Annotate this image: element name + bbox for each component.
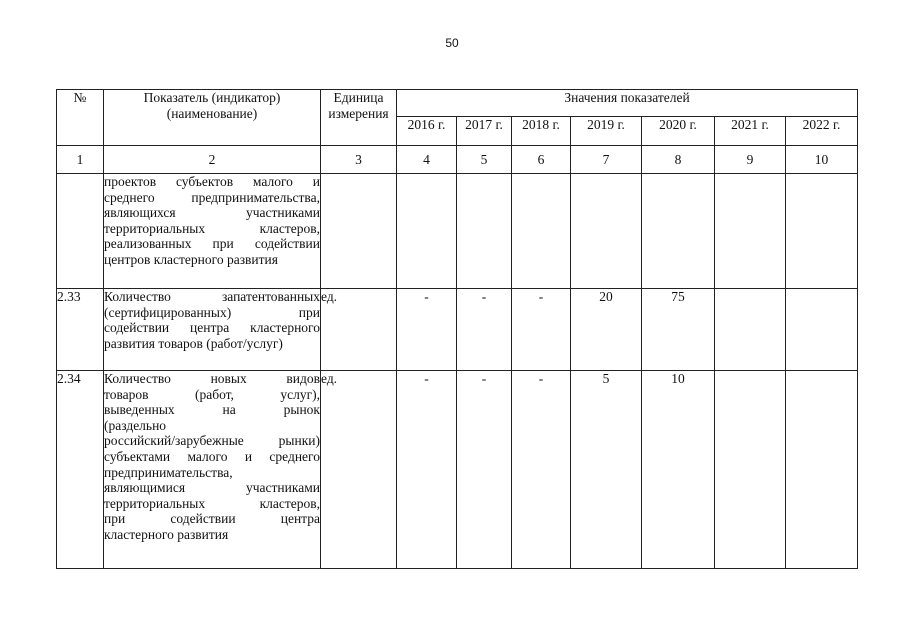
indicator-name-line: центров кластерного развития xyxy=(104,251,278,267)
column-number: 7 xyxy=(571,146,642,174)
value-cell-2018: - xyxy=(512,289,571,371)
indicator-name-line: содействии центра кластерного xyxy=(104,320,320,336)
indicators-table xyxy=(56,89,858,569)
indicator-name xyxy=(104,371,321,569)
indicator-name-line: (сертифицированных) при xyxy=(104,304,320,320)
header-unit-line1: Единица xyxy=(333,90,384,105)
column-number: 5 xyxy=(457,146,512,174)
column-number: 10 xyxy=(786,146,858,174)
row-number: 2.34 xyxy=(57,371,104,569)
indicator-name-line: выведенных на рынок xyxy=(104,402,320,418)
value-cell-2022 xyxy=(786,371,858,569)
header-values-group: Значения показателей xyxy=(397,90,858,117)
value-cell-2017 xyxy=(457,174,512,289)
value-cell-2020: 10 xyxy=(642,371,715,569)
indicator-name-line: проектов субъектов малого и xyxy=(104,174,320,189)
indicator-name-line: территориальных кластеров, xyxy=(104,220,320,236)
column-number: 4 xyxy=(397,146,457,174)
indicator-name xyxy=(104,174,321,289)
column-numbers-row xyxy=(57,146,858,174)
column-number: 6 xyxy=(512,146,571,174)
unit-cell: ед. xyxy=(321,371,397,569)
indicator-name-line: кластерного развития xyxy=(104,526,229,542)
header-year-2021: 2021 г. xyxy=(715,117,786,146)
indicator-name-line: предпринимательства, xyxy=(104,464,233,480)
row-number xyxy=(57,174,104,289)
indicator-name-line: субъектами малого и среднего xyxy=(104,448,320,464)
page-number: 50 xyxy=(445,36,459,50)
value-cell-2016: - xyxy=(397,371,457,569)
value-cell-2019: 5 xyxy=(571,371,642,569)
value-cell-2021 xyxy=(715,371,786,569)
indicator-name-line: российский/зарубежные рынки) xyxy=(104,433,320,449)
indicator-name-line: Количество запатентованных xyxy=(104,289,320,304)
column-number: 1 xyxy=(57,146,104,174)
indicator-name-line: территориальных кластеров, xyxy=(104,495,320,511)
indicator-name-line: при содействии центра xyxy=(104,511,320,527)
header-no: № xyxy=(57,90,104,146)
header-year-2017: 2017 г. xyxy=(457,117,512,146)
row-number: 2.33 xyxy=(57,289,104,371)
header-year-2022: 2022 г. xyxy=(786,117,858,146)
unit-cell: ед. xyxy=(321,289,397,371)
value-cell-2022 xyxy=(786,289,858,371)
indicator-name-line: развития товаров (работ/услуг) xyxy=(104,335,283,351)
header-unit-line2: измерения xyxy=(328,105,389,121)
indicator-name-line: среднего предпринимательства, xyxy=(104,189,320,205)
indicator-name-line: товаров (работ, услуг), xyxy=(104,386,320,402)
value-cell-2017: - xyxy=(457,289,512,371)
indicator-name-line: (раздельно xyxy=(104,417,167,433)
column-number: 8 xyxy=(642,146,715,174)
table-row xyxy=(57,371,858,569)
header-year-2016: 2016 г. xyxy=(397,117,457,146)
value-cell-2017: - xyxy=(457,371,512,569)
header-year-2019: 2019 г. xyxy=(571,117,642,146)
header-indicator xyxy=(104,90,321,146)
header-indicator-line1: Показатель (индикатор) xyxy=(143,90,281,105)
header-indicator-line2: (наименование) xyxy=(166,105,258,121)
indicator-name xyxy=(104,289,321,371)
value-cell-2020: 75 xyxy=(642,289,715,371)
value-cell-2018 xyxy=(512,174,571,289)
header-year-2020: 2020 г. xyxy=(642,117,715,146)
value-cell-2019 xyxy=(571,174,642,289)
indicator-name-line: Количество новых видов xyxy=(104,371,320,386)
value-cell-2019: 20 xyxy=(571,289,642,371)
column-number: 3 xyxy=(321,146,397,174)
header-year-2018: 2018 г. xyxy=(512,117,571,146)
value-cell-2020 xyxy=(642,174,715,289)
unit-cell xyxy=(321,174,397,289)
indicator-name-line: являющихся участниками xyxy=(104,205,320,221)
indicator-name-line: являющимися участниками xyxy=(104,480,320,496)
indicator-name-line: реализованных при содействии xyxy=(104,236,320,252)
value-cell-2022 xyxy=(786,174,858,289)
header-unit xyxy=(321,90,397,146)
table-row xyxy=(57,289,858,371)
value-cell-2016: - xyxy=(397,289,457,371)
table-row xyxy=(57,174,858,289)
value-cell-2021 xyxy=(715,174,786,289)
value-cell-2021 xyxy=(715,289,786,371)
value-cell-2018: - xyxy=(512,371,571,569)
column-number: 9 xyxy=(715,146,786,174)
column-number: 2 xyxy=(104,146,321,174)
value-cell-2016 xyxy=(397,174,457,289)
